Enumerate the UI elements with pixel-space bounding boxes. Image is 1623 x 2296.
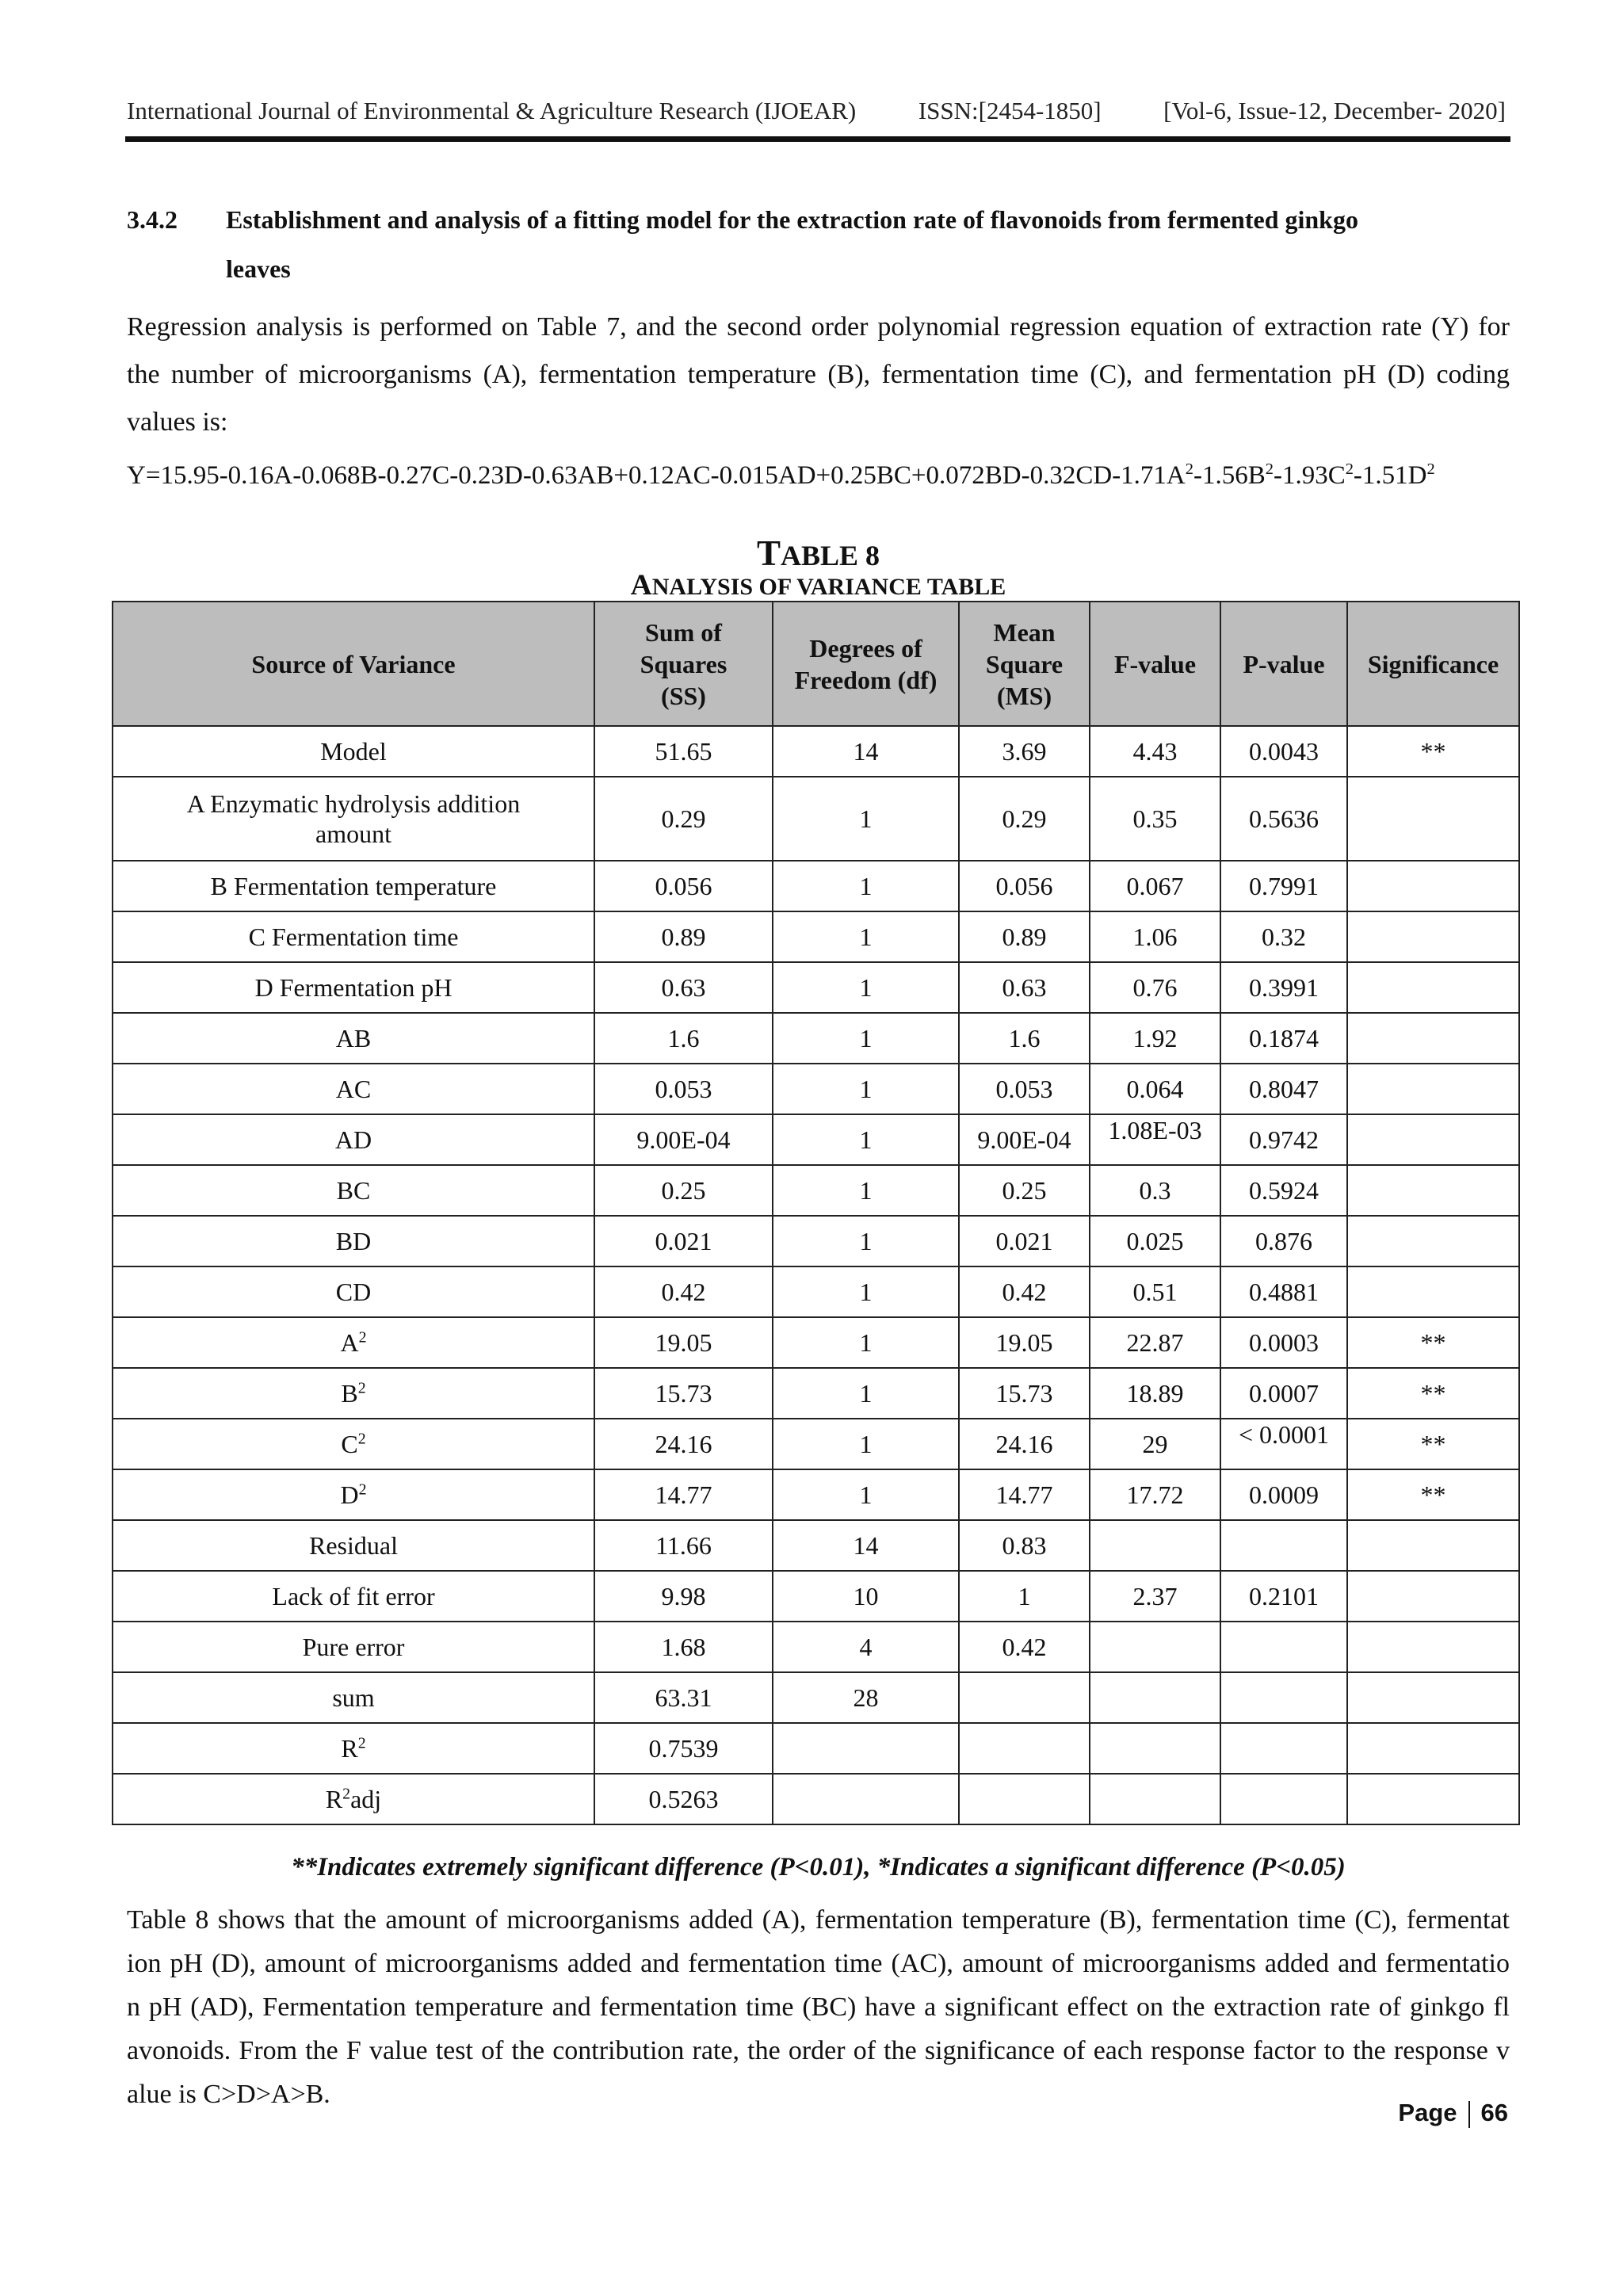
cell-sig: ** (1347, 1419, 1519, 1469)
header-line: Freedom (df) (794, 665, 938, 694)
cell-sig (1347, 1216, 1519, 1266)
cell-sig (1347, 861, 1519, 911)
cell-f: 0.067 (1090, 861, 1220, 911)
cell-df: 1 (773, 861, 959, 911)
cell-df: 1 (773, 1469, 959, 1520)
cell-p: 0.5924 (1220, 1165, 1347, 1216)
running-header (127, 97, 1506, 125)
cell-ss: 14.77 (594, 1469, 773, 1520)
intro-line: Regression analysis is performed on Table 7, and the second order polynomial regression equation of extraction rate (Y) for (127, 312, 1510, 342)
cell-ms: 0.83 (959, 1520, 1090, 1571)
table-row (113, 962, 1519, 1013)
issn: ISSN:[2454-1850] (918, 97, 1102, 124)
table-row (113, 1368, 1519, 1419)
cell-df: 1 (773, 1266, 959, 1317)
source-letter: R (325, 1785, 343, 1813)
cell-ms: 0.42 (959, 1266, 1090, 1317)
source-letter: R (341, 1734, 358, 1763)
cell-source: BD (113, 1216, 594, 1266)
cell-f: 18.89 (1090, 1368, 1220, 1419)
cell-df: 1 (773, 1368, 959, 1419)
table-row (113, 1013, 1519, 1064)
cell-f: 1.92 (1090, 1013, 1220, 1064)
cell-source: AC (113, 1064, 594, 1114)
cell-p: 0.1874 (1220, 1013, 1347, 1064)
cell-ms: 0.29 (959, 777, 1090, 861)
table-row (113, 726, 1519, 777)
cell-p (1220, 1520, 1347, 1571)
cell-source (113, 1419, 594, 1469)
cell-df (773, 1723, 959, 1774)
cell-sig: ** (1347, 726, 1519, 777)
page-number (1398, 2099, 1508, 2128)
cell-p: 0.8047 (1220, 1064, 1347, 1114)
cell-sig (1347, 777, 1519, 861)
section-title-line1: Establishment and analysis of a fitting model for the extraction rate of flavonoids from fermented ginkgo (226, 205, 1358, 234)
cell-p: 0.32 (1220, 911, 1347, 962)
source-exponent: 2 (357, 1734, 366, 1752)
col-header-p: P-value (1220, 602, 1347, 726)
table-row (113, 1216, 1519, 1266)
cell-ss: 0.25 (594, 1165, 773, 1216)
table-row (113, 1266, 1519, 1317)
source-exponent: 2 (357, 1379, 366, 1397)
cell-ss: 24.16 (594, 1419, 773, 1469)
cell-df: 1 (773, 962, 959, 1013)
cell-source (113, 777, 594, 861)
cell-source (113, 1774, 594, 1824)
cell-ss: 19.05 (594, 1317, 773, 1368)
cell-p-text: < 0.0001 (1238, 1421, 1330, 1449)
cell-ms: 14.77 (959, 1469, 1090, 1520)
cell-ms: 0.021 (959, 1216, 1090, 1266)
cell-ms: 0.053 (959, 1064, 1090, 1114)
cell-source (113, 1317, 594, 1368)
source-letter: B (341, 1379, 358, 1408)
table-title-initial: T (756, 533, 781, 573)
equation-exponent: 2 (1426, 460, 1435, 478)
cell-source: B Fermentation temperature (113, 861, 594, 911)
cell-df: 1 (773, 1114, 959, 1165)
col-header-ms (959, 602, 1090, 726)
section-title (127, 195, 1510, 293)
cell-source: C Fermentation time (113, 911, 594, 962)
cell-sig (1347, 1723, 1519, 1774)
table-footnote: **Indicates extremely significant difference (P<0.01), *Indicates a significant difference (P<0.05) (291, 1853, 1346, 1881)
header-line: Mean (993, 617, 1056, 647)
cell-ms (959, 1723, 1090, 1774)
cell-ms: 0.89 (959, 911, 1090, 962)
cell-sig (1347, 962, 1519, 1013)
cell-f: 2.37 (1090, 1571, 1220, 1622)
cell-ss: 0.053 (594, 1064, 773, 1114)
cell-source (113, 1368, 594, 1419)
table-row (113, 1774, 1519, 1824)
table-row (113, 1317, 1519, 1368)
cell-f: 0.35 (1090, 777, 1220, 861)
cell-ms: 1.6 (959, 1013, 1090, 1064)
cell-f (1090, 1672, 1220, 1723)
cell-sig: ** (1347, 1368, 1519, 1419)
regression-equation (127, 461, 1510, 491)
cell-ms (959, 1672, 1090, 1723)
col-header-ss (594, 602, 773, 726)
cell-p: 0.9742 (1220, 1114, 1347, 1165)
cell-sig (1347, 1165, 1519, 1216)
cell-f: 0.51 (1090, 1266, 1220, 1317)
table-row (113, 1114, 1519, 1165)
cell-ss: 0.5263 (594, 1774, 773, 1824)
cell-ms: 0.056 (959, 861, 1090, 911)
table-subtitle-rest: NALYSIS OF VARIANCE TABLE (651, 574, 1006, 600)
conclusion-paragraph (127, 1898, 1510, 2116)
cell-f: 29 (1090, 1419, 1220, 1469)
table-row (113, 1419, 1519, 1469)
cell-f: 0.76 (1090, 962, 1220, 1013)
cell-f: 0.064 (1090, 1064, 1220, 1114)
table-row (113, 777, 1519, 861)
cell-ms: 3.69 (959, 726, 1090, 777)
cell-ss: 15.73 (594, 1368, 773, 1419)
cell-source: BC (113, 1165, 594, 1216)
cell-source: Pure error (113, 1622, 594, 1672)
cell-f: 4.43 (1090, 726, 1220, 777)
cell-ss: 0.89 (594, 911, 773, 962)
cell-source: AB (113, 1013, 594, 1064)
section-number: 3.4.2 (127, 205, 178, 234)
cell-f: 22.87 (1090, 1317, 1220, 1368)
cell-source: sum (113, 1672, 594, 1723)
page-divider (1468, 2101, 1470, 2128)
cell-f: 0.3 (1090, 1165, 1220, 1216)
equation-term: -1.56B (1193, 461, 1266, 490)
cell-df: 28 (773, 1672, 959, 1723)
cell-source: CD (113, 1266, 594, 1317)
cell-f (1090, 1774, 1220, 1824)
cell-df: 1 (773, 1064, 959, 1114)
cell-ss: 51.65 (594, 726, 773, 777)
cell-ms: 0.42 (959, 1622, 1090, 1672)
cell-p: 0.0043 (1220, 726, 1347, 777)
header-line: Degrees of (809, 633, 922, 663)
cell-p (1220, 1774, 1347, 1824)
cell-p (1220, 1622, 1347, 1672)
cell-df: 4 (773, 1622, 959, 1672)
cell-df: 14 (773, 1520, 959, 1571)
cell-source: Lack of fit error (113, 1571, 594, 1622)
cell-sig (1347, 1774, 1519, 1824)
cell-ms: 9.00E-04 (959, 1114, 1090, 1165)
cell-ms: 0.63 (959, 962, 1090, 1013)
cell-df: 1 (773, 1216, 959, 1266)
cell-df: 1 (773, 1419, 959, 1469)
cell-source (113, 1469, 594, 1520)
volume-info: [Vol-6, Issue-12, December- 2020] (1163, 97, 1506, 124)
cell-p: 0.0007 (1220, 1368, 1347, 1419)
equation-main: Y=15.95-0.16A-0.068B-0.27C-0.23D-0.63AB+0.12AC-0.015AD+0.25BC+0.072BD-0.32CD-1.71A (127, 461, 1186, 490)
source-exponent: 2 (358, 1480, 367, 1499)
cell-p: 0.7991 (1220, 861, 1347, 911)
cell-p: 0.3991 (1220, 962, 1347, 1013)
cell-df: 14 (773, 726, 959, 777)
conclusion-line: ion pH (D), amount of microorganisms added and fermentation time (AC), amount of microorganisms added and fermentatio (127, 1949, 1510, 1978)
source-letter: A (340, 1328, 359, 1357)
equation-exponent: 2 (1185, 460, 1193, 478)
cell-f (1090, 1114, 1220, 1165)
section-title-line2: leaves (226, 254, 291, 283)
source-exponent: 2 (358, 1328, 367, 1347)
table-row (113, 861, 1519, 911)
table-subtitle (127, 568, 1510, 602)
source-exponent: 2 (342, 1785, 351, 1803)
source-letter: C (341, 1430, 358, 1458)
cell-sig (1347, 1013, 1519, 1064)
cell-p: 0.4881 (1220, 1266, 1347, 1317)
table-header-row (113, 602, 1519, 726)
journal-name: International Journal of Environmental & Agriculture Research (IJOEAR) (127, 97, 857, 124)
cell-ss: 0.42 (594, 1266, 773, 1317)
cell-ms: 19.05 (959, 1317, 1090, 1368)
cell-ss: 0.7539 (594, 1723, 773, 1774)
cell-ss: 11.66 (594, 1520, 773, 1571)
cell-f-text: 1.08E-03 (1108, 1117, 1202, 1144)
cell-df: 1 (773, 911, 959, 962)
cell-df (773, 1774, 959, 1824)
cell-p (1220, 1672, 1347, 1723)
anova-table (112, 601, 1520, 1825)
intro-line: values is: (127, 407, 228, 437)
cell-sig (1347, 1622, 1519, 1672)
equation-exponent: 2 (1345, 460, 1354, 478)
col-header-f: F-value (1090, 602, 1220, 726)
cell-df: 1 (773, 1013, 959, 1064)
header-line: Squares (640, 649, 727, 678)
header-rule (125, 136, 1510, 142)
table-row (113, 911, 1519, 962)
header-line: Sum of (645, 617, 722, 647)
cell-sig: ** (1347, 1317, 1519, 1368)
table-row (113, 1469, 1519, 1520)
table-row (113, 1622, 1519, 1672)
header-line: Square (985, 649, 1064, 678)
cell-df: 1 (773, 777, 959, 861)
equation-term: -1.93C (1273, 461, 1346, 490)
conclusion-line: Table 8 shows that the amount of microorganisms added (A), fermentation temperature (B), fermentation time (C), fermentat (127, 1905, 1510, 1935)
intro-line: the number of microorganisms (A), fermentation temperature (B), fermentation time (C), and fermentation pH (D) coding (127, 360, 1510, 389)
cell-f (1090, 1622, 1220, 1672)
cell-sig (1347, 1266, 1519, 1317)
col-header-source: Source of Variance (113, 602, 594, 726)
table-row (113, 1520, 1519, 1571)
page-label: Page (1398, 2099, 1457, 2126)
cell-source: Residual (113, 1520, 594, 1571)
cell-f: 17.72 (1090, 1469, 1220, 1520)
equation-exponent: 2 (1265, 460, 1274, 478)
cell-ss: 63.31 (594, 1672, 773, 1723)
cell-ss: 1.6 (594, 1013, 773, 1064)
cell-ss: 0.63 (594, 962, 773, 1013)
cell-ss: 9.98 (594, 1571, 773, 1622)
table-title-rest: ABLE 8 (780, 540, 880, 571)
cell-f: 0.025 (1090, 1216, 1220, 1266)
cell-p: 0.2101 (1220, 1571, 1347, 1622)
cell-sig (1347, 1114, 1519, 1165)
header-line: (MS) (996, 681, 1052, 710)
equation-term: -1.51D (1353, 461, 1427, 490)
table-row (113, 1165, 1519, 1216)
cell-ms: 24.16 (959, 1419, 1090, 1469)
table-row (113, 1571, 1519, 1622)
source-line: A Enzymatic hydrolysis addition (186, 789, 521, 818)
source-suffix: adj (350, 1785, 382, 1813)
cell-ms: 15.73 (959, 1368, 1090, 1419)
cell-df: 10 (773, 1571, 959, 1622)
conclusion-line: avonoids. From the F value test of the contribution rate, the order of the significance of each response factor to the response v (127, 2036, 1510, 2065)
table-row (113, 1064, 1519, 1114)
source-line: amount (315, 819, 391, 848)
col-header-sig: Significance (1347, 602, 1519, 726)
cell-df: 1 (773, 1317, 959, 1368)
cell-ss: 0.021 (594, 1216, 773, 1266)
cell-ss: 0.056 (594, 861, 773, 911)
cell-sig (1347, 1520, 1519, 1571)
col-header-df (773, 602, 959, 726)
cell-df: 1 (773, 1165, 959, 1216)
cell-ss: 9.00E-04 (594, 1114, 773, 1165)
cell-f: 1.06 (1090, 911, 1220, 962)
cell-f (1090, 1520, 1220, 1571)
conclusion-line: n pH (AD), Fermentation temperature and fermentation time (BC) have a significant effect on the extraction rate of ginkgo fl (127, 1992, 1510, 2022)
cell-p: 0.5636 (1220, 777, 1347, 861)
cell-p: 0.0009 (1220, 1469, 1347, 1520)
cell-sig (1347, 1672, 1519, 1723)
cell-ms: 0.25 (959, 1165, 1090, 1216)
conclusion-line: alue is C>D>A>B. (127, 2080, 330, 2109)
cell-sig (1347, 1571, 1519, 1622)
cell-ms (959, 1774, 1090, 1824)
cell-source: Model (113, 726, 594, 777)
cell-p (1220, 1419, 1347, 1469)
cell-source: AD (113, 1114, 594, 1165)
cell-sig (1347, 1064, 1519, 1114)
header-line: (SS) (661, 681, 706, 710)
source-letter: D (340, 1480, 359, 1509)
cell-p: 0.876 (1220, 1216, 1347, 1266)
table-row (113, 1723, 1519, 1774)
table-row (113, 1672, 1519, 1723)
cell-ss: 0.29 (594, 777, 773, 861)
cell-p (1220, 1723, 1347, 1774)
cell-source: D Fermentation pH (113, 962, 594, 1013)
table-subtitle-initial: A (630, 569, 652, 602)
cell-ms: 1 (959, 1571, 1090, 1622)
cell-sig (1347, 911, 1519, 962)
cell-f (1090, 1723, 1220, 1774)
page-number-value: 66 (1480, 2099, 1508, 2126)
cell-sig: ** (1347, 1469, 1519, 1520)
cell-p: 0.0003 (1220, 1317, 1347, 1368)
cell-source (113, 1723, 594, 1774)
source-exponent: 2 (357, 1430, 366, 1448)
cell-ss: 1.68 (594, 1622, 773, 1672)
intro-paragraph (127, 304, 1510, 446)
